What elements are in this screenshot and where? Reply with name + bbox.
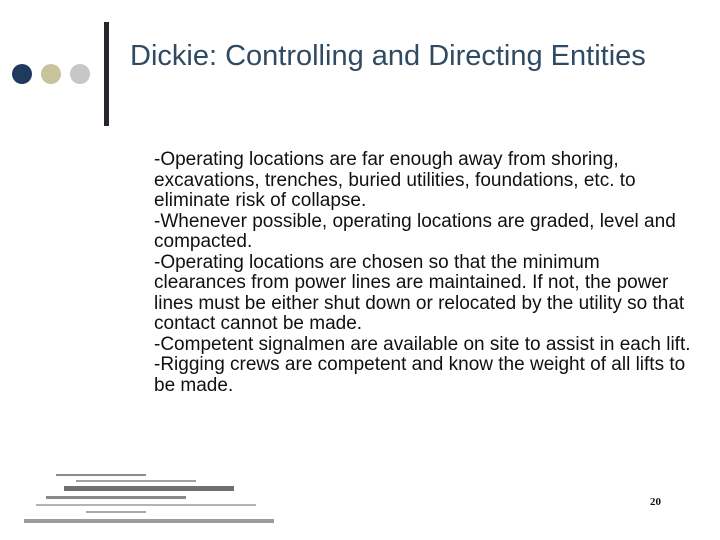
- tan-dot-icon: [41, 64, 61, 84]
- bullet-item: -Competent signalmen are available on site to assist in each lift.: [154, 333, 691, 355]
- navy-dot-icon: [12, 64, 32, 84]
- slide-title: Dickie: Controlling and Directing Entities: [130, 40, 646, 72]
- page-number: 20: [650, 496, 661, 508]
- slide-body: [154, 150, 694, 396]
- grey-dot-icon: [70, 64, 90, 84]
- bullet-item: -Rigging crews are competent and know the weight of all lifts to be made.: [154, 354, 686, 396]
- title-divider-bar: [104, 22, 109, 126]
- bullet-item: -Operating locations are far enough away from shoring, excavations, trenches, buried utilities, foundations, etc. to eliminate risk of collapse.: [154, 149, 636, 211]
- bullet-item: -Operating locations are chosen so that the minimum clearances from power lines are maintained. If not, the power lines must be either shut down or relocated by the utility so that contact cannot be made.: [154, 251, 685, 334]
- scanned-document-image: [16, 468, 276, 530]
- bullet-item: -Whenever possible, operating locations are graded, level and compacted.: [154, 210, 676, 252]
